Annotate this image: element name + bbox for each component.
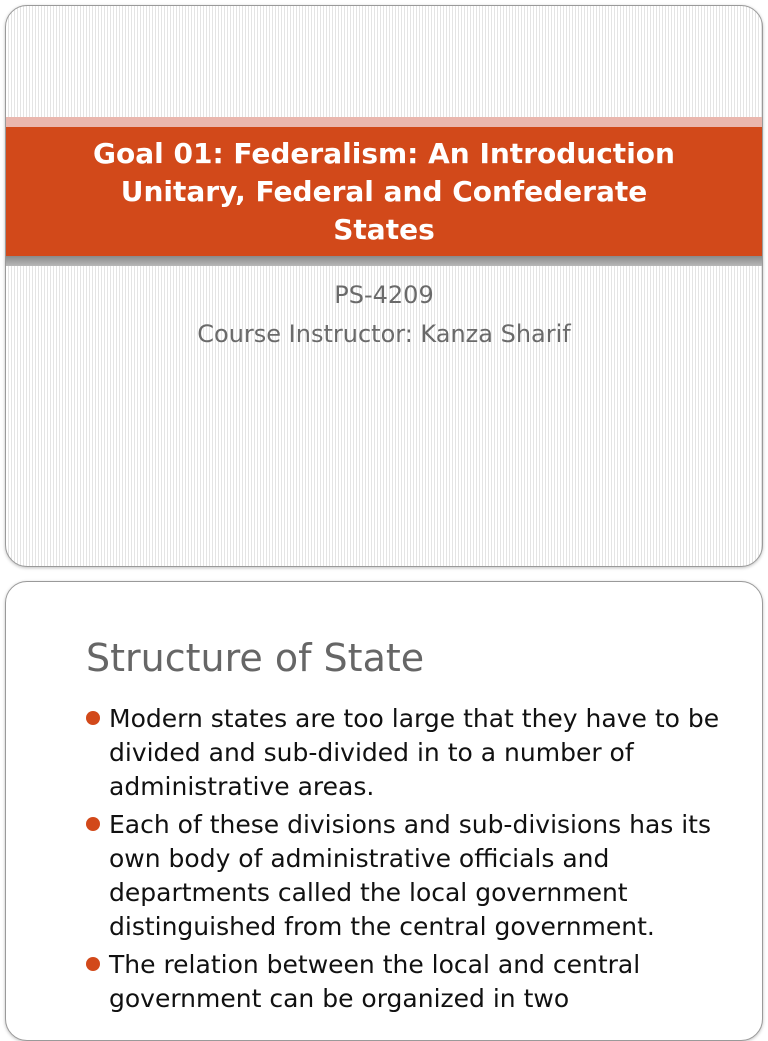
bullet-item [84, 808, 724, 944]
bullet-text: Modern states are too large that they have to be divided and sub-divided in to a number of administrative areas. [109, 704, 720, 801]
slide-subtitle [6, 276, 762, 354]
title-slide [5, 5, 763, 567]
bullet-item [84, 702, 724, 804]
slide-title-line: States [333, 212, 435, 246]
slide-title [34, 135, 734, 249]
content-slide-title: Structure of State [86, 636, 425, 680]
course-code: PS-4209 [334, 281, 434, 309]
bullet-item [84, 948, 724, 1016]
bullet-dot-icon [86, 817, 100, 831]
bullet-list [84, 702, 724, 1020]
bullet-dot-icon [86, 957, 100, 971]
title-band-main [6, 127, 762, 256]
title-band [6, 117, 762, 266]
title-band-top-stripe [6, 117, 762, 127]
title-band-shadow [6, 256, 762, 266]
bullet-text: The relation between the local and central government can be organized in two [109, 950, 641, 1013]
slide-title-line: Goal 01: Federalism: An Introduction [93, 136, 675, 170]
slide-title-line: Unitary, Federal and Confederate [120, 174, 648, 208]
bullet-text: Each of these divisions and sub-divisions has its own body of administrative officials and departments called the local government distinguished from the central government. [109, 810, 712, 941]
bullet-dot-icon [86, 711, 100, 725]
course-instructor: Course Instructor: Kanza Sharif [197, 320, 571, 348]
content-slide [5, 581, 763, 1041]
